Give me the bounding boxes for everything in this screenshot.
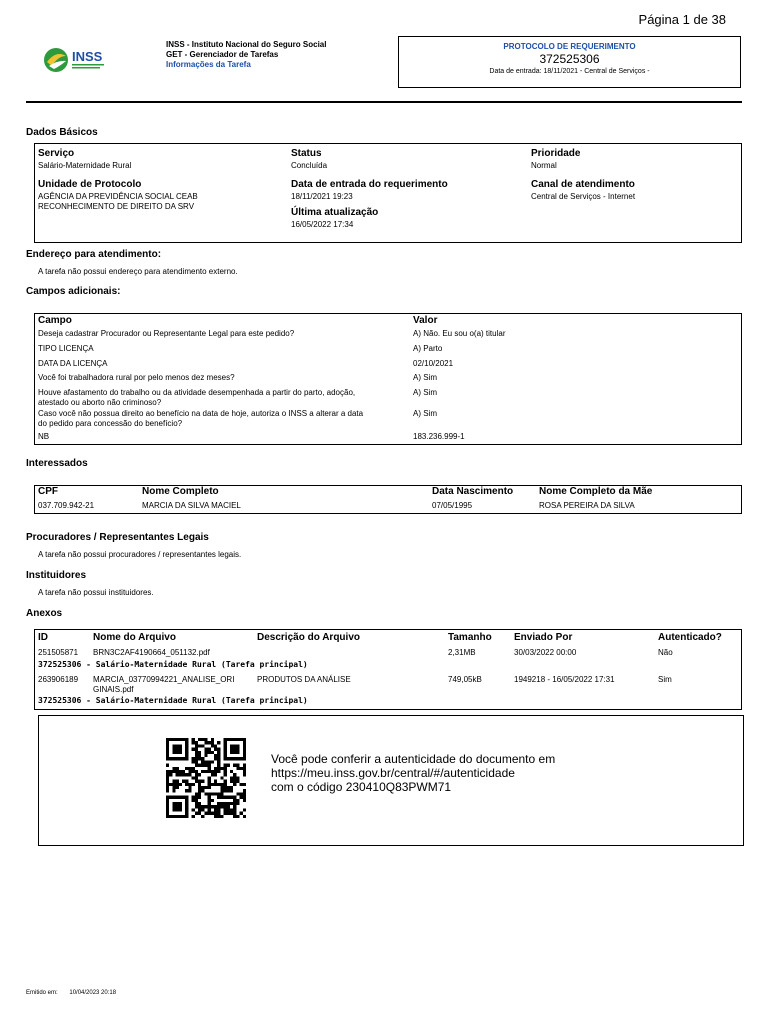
interessados-cpf: 037.709.942-21 bbox=[38, 501, 95, 510]
footer-emitido bbox=[26, 990, 116, 996]
instituidores-note: A tarefa não possui instituidores. bbox=[38, 588, 154, 597]
auth-url[interactable]: https://meu.inss.gov.br/central/#/autenticidade bbox=[271, 766, 515, 780]
unidade-value-2: RECONHECIMENTO DE DIREITO DA SRV bbox=[38, 202, 195, 211]
anexos-table bbox=[34, 629, 742, 710]
anexo-2-desc: PRODUTOS DA ANÁLISE bbox=[257, 675, 351, 684]
protocol-info: Data de entrada: 18/11/2021 - Central de Serviços - bbox=[489, 68, 650, 75]
org-line-1: INSS - Instituto Nacional do Seguro Social bbox=[166, 40, 327, 49]
anexos-col-tamanho: Tamanho bbox=[448, 632, 492, 643]
prioridade-value: Normal bbox=[531, 161, 557, 170]
authenticity-text bbox=[271, 752, 555, 794]
anexo-2-id: 263906189 bbox=[38, 675, 79, 684]
header-org bbox=[166, 40, 326, 70]
canal-label: Canal de atendimento bbox=[531, 179, 635, 190]
campos-row-4-campo: Você foi trabalhadora rural por pelo menos dez meses? bbox=[38, 373, 235, 382]
anexo-1-tarefa: 372525306 - Salário-Maternidade Rural (Tarefa principal) bbox=[38, 660, 308, 669]
anexo-2-nome-cont[interactable]: GINAIS.pdf bbox=[93, 685, 134, 694]
org-line-3: Informações da Tarefa bbox=[166, 60, 251, 69]
campos-col-campo: Campo bbox=[38, 315, 72, 326]
unidade-label: Unidade de Protocolo bbox=[38, 179, 142, 190]
auth-code: com o código 230410Q83PWM71 bbox=[271, 780, 452, 794]
anexo-1-tamanho: 2,31MB bbox=[448, 648, 476, 657]
campos-row-7-valor: 183.236.999-1 bbox=[413, 432, 465, 441]
anexo-2-tamanho: 749,05kB bbox=[448, 675, 482, 684]
protocol-number: 372525306 bbox=[539, 52, 600, 66]
inss-logo-icon bbox=[42, 46, 126, 74]
section-title-instituidores: Instituidores bbox=[26, 570, 87, 581]
canal-value: Central de Serviços - Internet bbox=[531, 192, 636, 201]
anexo-1-nome[interactable]: BRN3C2AF4190664_051132.pdf bbox=[93, 648, 210, 657]
status-label: Status bbox=[291, 148, 322, 159]
data-entrada-value: 18/11/2021 19:23 bbox=[291, 192, 353, 201]
interessados-col-mae: Nome Completo da Mãe bbox=[539, 486, 653, 497]
anexo-2-nome[interactable]: MARCIA_03770994221_ANALISE_ORI bbox=[93, 675, 235, 684]
ultima-label: Última atualização bbox=[291, 207, 379, 218]
inss-logo bbox=[42, 46, 126, 74]
section-title-interessados: Interessados bbox=[26, 458, 88, 469]
section-title-procuradores: Procuradores / Representantes Legais bbox=[26, 532, 209, 543]
anexo-1-autenticado: Não bbox=[658, 648, 673, 657]
campos-row-6-campo: Caso você não possua direito ao benefício na data de hoje, autoriza o INSS a alterar a data bbox=[38, 409, 364, 418]
campos-col-valor: Valor bbox=[413, 315, 438, 326]
interessados-col-nasc: Data Nascimento bbox=[432, 486, 514, 497]
anexos-col-nome: Nome do Arquivo bbox=[93, 632, 176, 643]
interessados-col-nome: Nome Completo bbox=[142, 486, 219, 497]
interessados-nasc: 07/05/1995 bbox=[432, 501, 473, 510]
anexos-col-autenticado: Autenticado? bbox=[658, 632, 722, 643]
anexos-col-enviado: Enviado Por bbox=[514, 632, 573, 643]
anexos-col-id: ID bbox=[38, 632, 48, 643]
endereco-note: A tarefa não possui endereço para atendimento externo. bbox=[38, 267, 238, 276]
anexo-1-id: 251505871 bbox=[38, 648, 79, 657]
servico-label: Serviço bbox=[38, 148, 75, 159]
data-entrada-label: Data de entrada do requerimento bbox=[291, 179, 448, 190]
procuradores-note: A tarefa não possui procuradores / representantes legais. bbox=[38, 550, 242, 559]
prioridade-label: Prioridade bbox=[531, 148, 581, 159]
interessados-nome: MARCIA DA SILVA MACIEL bbox=[142, 501, 241, 510]
status-value: Concluída bbox=[291, 161, 328, 170]
campos-row-5-campo: Houve afastamento do trabalho ou da atividade desempenhada a partir do parto, adoção, bbox=[38, 388, 356, 397]
page-number: Página 1 de 38 bbox=[638, 12, 726, 27]
campos-row-6-valor: A) Sim bbox=[413, 409, 437, 418]
anexo-2-autenticado: Sim bbox=[658, 675, 672, 684]
interessados-col-cpf: CPF bbox=[38, 486, 58, 497]
unidade-value-1: AGÊNCIA DA PREVIDÊNCIA SOCIAL CEAB bbox=[38, 192, 198, 201]
qr-code-icon bbox=[166, 738, 246, 818]
campos-row-3-campo: DATA DA LICENÇA bbox=[38, 359, 108, 368]
campos-row-5-campo-cont: atestado ou aborto não criminoso? bbox=[38, 398, 162, 407]
campos-row-7-campo: NB bbox=[38, 432, 50, 441]
campos-row-1-valor: A) Não. Eu sou o(a) titular bbox=[413, 329, 506, 338]
svg-text:INSS: INSS bbox=[72, 49, 103, 64]
protocol-box bbox=[398, 36, 741, 88]
campos-row-2-valor: A) Parto bbox=[413, 344, 443, 353]
org-line-2: GET - Gerenciador de Tarefas bbox=[166, 50, 279, 59]
campos-row-2-campo: TIPO LICENÇA bbox=[38, 344, 94, 353]
servico-value: Salário-Maternidade Rural bbox=[38, 161, 132, 170]
dados-basicos-box bbox=[34, 143, 742, 243]
anexo-1-enviado: 30/03/2022 00:00 bbox=[514, 648, 577, 657]
campos-table bbox=[34, 313, 742, 445]
emitido-value: 10/04/2023 20:18 bbox=[69, 990, 117, 996]
interessados-table bbox=[34, 485, 742, 514]
section-title-endereco: Endereço para atendimento: bbox=[26, 249, 162, 260]
section-title-campos: Campos adicionais: bbox=[26, 286, 121, 297]
emitido-label: Emitido em: bbox=[26, 990, 58, 996]
campos-row-1-campo: Deseja cadastrar Procurador ou Representante Legal para este pedido? bbox=[38, 329, 295, 338]
auth-line-1: Você pode conferir a autenticidade do documento em bbox=[271, 752, 556, 766]
campos-row-4-valor: A) Sim bbox=[413, 373, 437, 382]
anexos-col-desc: Descrição do Arquivo bbox=[257, 632, 360, 643]
campos-row-3-valor: 02/10/2021 bbox=[413, 359, 454, 368]
interessados-mae: ROSA PEREIRA DA SILVA bbox=[539, 501, 635, 510]
anexo-2-tarefa: 372525306 - Salário-Maternidade Rural (Tarefa principal) bbox=[38, 696, 308, 705]
ultima-value: 16/05/2022 17:34 bbox=[291, 220, 354, 229]
anexo-2-enviado: 1949218 - 16/05/2022 17:31 bbox=[514, 675, 615, 684]
header-divider bbox=[26, 101, 742, 103]
campos-row-5-valor: A) Sim bbox=[413, 388, 437, 397]
campos-row-6-campo-cont: do pedido para concessão do benefício? bbox=[38, 419, 183, 428]
section-title-dados-basicos: Dados Básicos bbox=[26, 127, 98, 138]
section-title-anexos: Anexos bbox=[26, 608, 63, 619]
protocol-title: PROTOCOLO DE REQUERIMENTO bbox=[503, 42, 636, 51]
